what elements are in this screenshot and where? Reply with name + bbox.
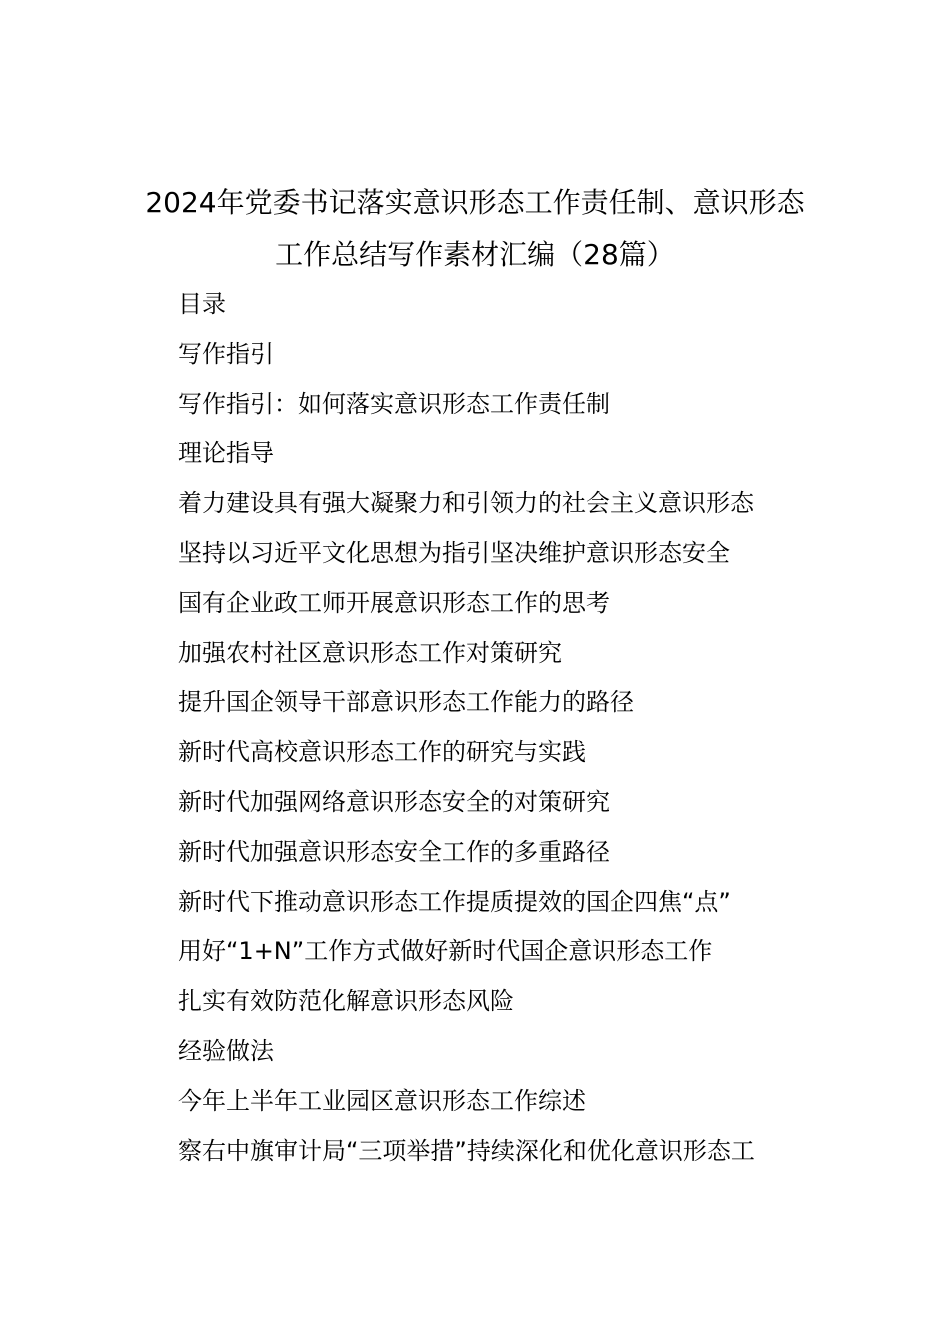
document-title-line-2: 工作总结写作素材汇编（28篇） (275, 238, 675, 271)
toc-item: 新时代加强意识形态安全工作的多重路径 (178, 837, 610, 866)
table-of-contents (178, 284, 755, 1180)
toc-item: 扎实有效防范化解意识形态风险 (178, 987, 514, 1016)
toc-item: 新时代加强网络意识形态安全的对策研究 (178, 787, 610, 816)
toc-item: 察右中旗审计局“三项举措”持续深化和优化意识形态工 (178, 1136, 755, 1165)
toc-item: 写作指引 (178, 339, 274, 368)
toc-item: 国有企业政工师开展意识形态工作的思考 (178, 588, 610, 617)
toc-item: 写作指引：如何落实意识形态工作责任制 (178, 389, 610, 418)
toc-item: 新时代下推动意识形态工作提质提效的国企四焦“点” (178, 887, 731, 916)
toc-item: 经验做法 (178, 1036, 274, 1065)
toc-item: 用好“1+N”工作方式做好新时代国企意识形态工作 (178, 937, 713, 966)
toc-item: 加强农村社区意识形态工作对策研究 (178, 638, 562, 667)
document-title-line-1: 2024年党委书记落实意识形态工作责任制、意识形态 (145, 186, 805, 219)
toc-item: 坚持以习近平文化思想为指引坚决维护意识形态安全 (178, 538, 730, 567)
toc-item: 今年上半年工业园区意识形态工作综述 (178, 1086, 586, 1115)
toc-item: 提升国企领导干部意识形态工作能力的路径 (178, 688, 634, 717)
toc-item: 新时代高校意识形态工作的研究与实践 (178, 738, 586, 767)
toc-heading: 目录 (178, 290, 226, 318)
toc-item: 理论指导 (178, 439, 274, 468)
toc-item: 着力建设具有强大凝聚力和引领力的社会主义意识形态 (178, 489, 754, 518)
